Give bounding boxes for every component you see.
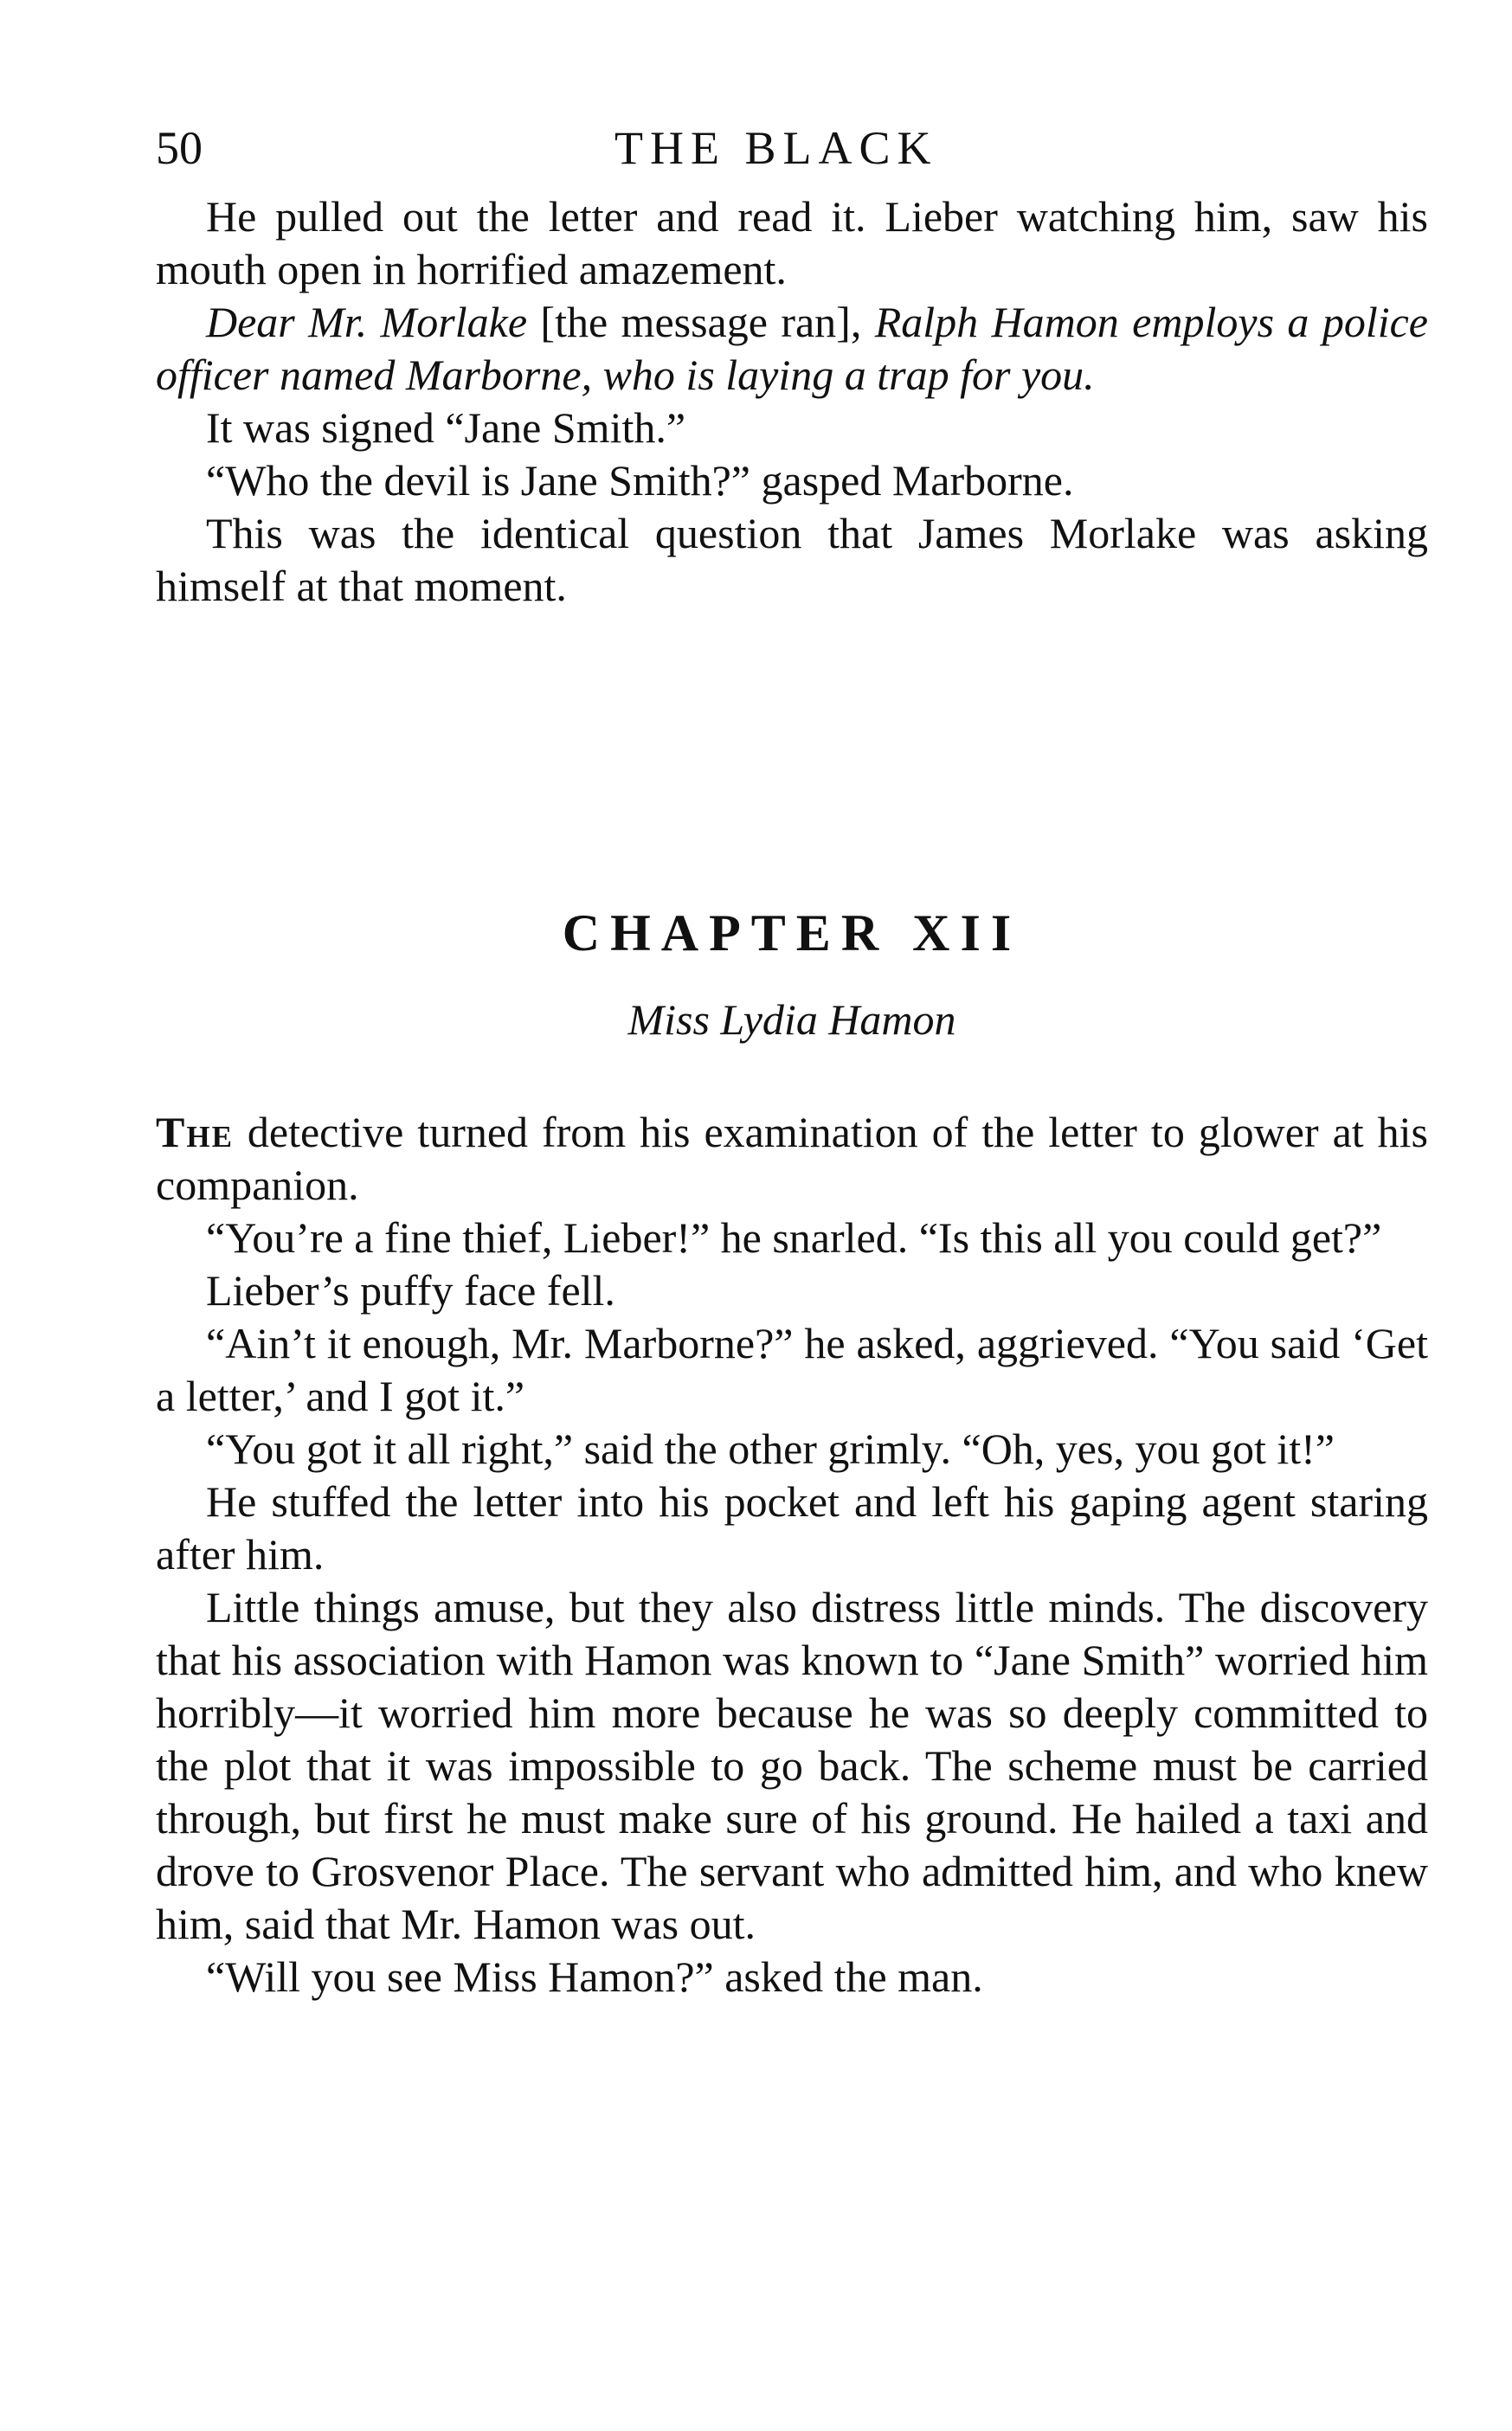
chapter-opening-paragraph xyxy=(156,1106,1428,1212)
lead-in: The xyxy=(156,1108,234,1156)
paragraph: “You got it all right,” said the other grimly. “Oh, yes, you got it!” xyxy=(206,1425,1335,1473)
book-page xyxy=(156,121,1428,2003)
letter-salutation: Dear Mr. Morlake xyxy=(206,298,528,346)
paragraph: It was signed “Jane Smith.” xyxy=(206,403,686,452)
paragraph: “Who the devil is Jane Smith?” gasped Marborne. xyxy=(206,456,1074,505)
paragraph: This was the identical question that James Morlake was asking himself at that moment. xyxy=(156,509,1428,610)
paragraph: “You’re a fine thief, Lieber!” he snarled. “Is this all you could get?” xyxy=(206,1213,1382,1262)
paragraph: “Ain’t it enough, Mr. Marborne?” he asked, aggrieved. “You said ‘Get a letter,’ and I got it.” xyxy=(156,1319,1428,1420)
paragraph: He pulled out the letter and read it. Lieber watching him, saw his mouth open in horrified amazement. xyxy=(156,192,1428,293)
page-number: 50 xyxy=(156,122,203,174)
letter-aside: [the message ran], xyxy=(527,298,875,346)
paragraph: Lieber’s puffy face fell. xyxy=(206,1266,615,1315)
letter-paragraph xyxy=(156,296,1428,402)
paragraph: Little things amuse, but they also distress little minds. The discovery that his association with Hamon was known to “Jane Smith” worried him horribly—it worried him more because he was so deeply committed to the plot that it was impossible to go back. The scheme must be carried through, but first he must make sure of his ground. He hailed a taxi and drove to Grosvenor Place. The servant who admitted him, and who knew him, said that Mr. Hamon was out. xyxy=(156,1583,1428,1948)
chapter-title: CHAPTER XII xyxy=(562,904,1022,961)
section-1-text xyxy=(156,190,1428,613)
letter-body: Ralph Hamon employs a police officer named Marborne, who is laying a trap for you. xyxy=(156,298,1428,399)
paragraph: He stuffed the letter into his pocket and left his gaping agent staring after him. xyxy=(156,1477,1428,1579)
opening-text: detective turned from his examination of the letter to glower at his companion. xyxy=(156,1108,1428,1209)
section-2-text xyxy=(156,1106,1428,2003)
running-title: THE BLACK xyxy=(614,122,938,174)
paragraph: “Will you see Miss Hamon?” asked the man. xyxy=(206,1952,983,2001)
chapter-subtitle: Miss Lydia Hamon xyxy=(627,995,956,1044)
section-break xyxy=(156,613,1428,898)
chapter-gap xyxy=(156,1045,1428,1106)
running-head xyxy=(156,121,1428,190)
